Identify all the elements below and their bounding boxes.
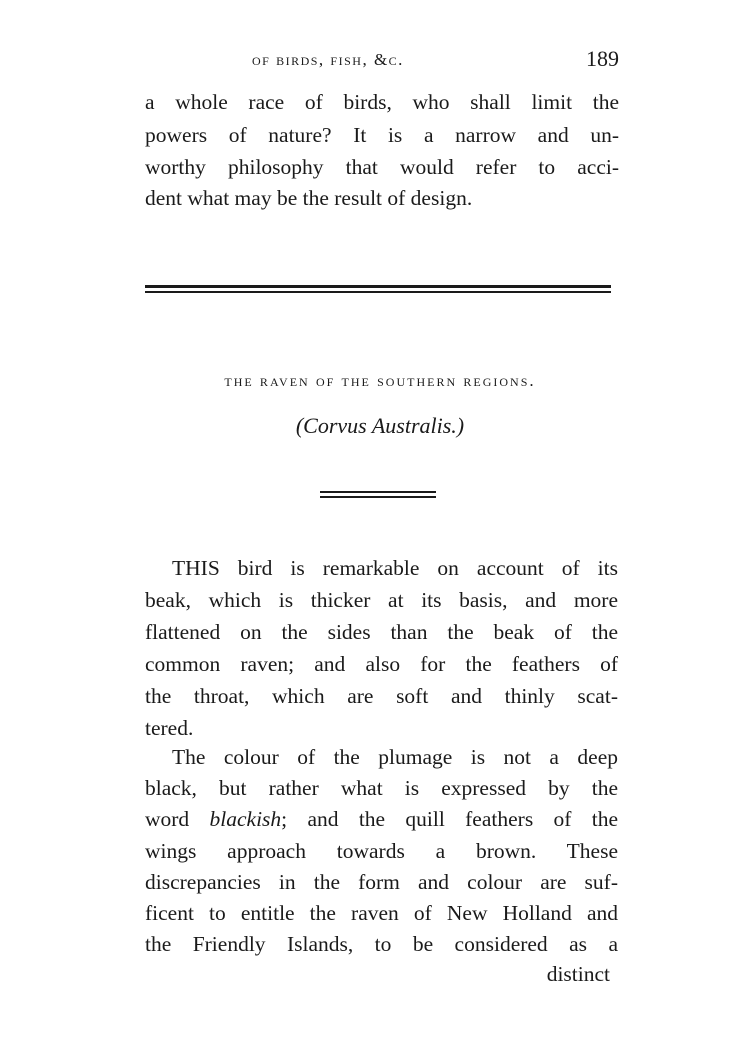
- paragraph-1-line-6: tered.: [145, 716, 194, 740]
- paragraph-1-line-2: beak, which is thicker at its basis, and more: [145, 588, 618, 612]
- section-title: the raven of the southern regions.: [224, 371, 536, 390]
- paragraph-1-line-3: flattened on the sides than the beak of the: [145, 620, 618, 644]
- running-title: of birds, fish, &c.: [252, 50, 404, 69]
- paragraph-2-line-3-after: ; and the quill feathers of the: [281, 807, 619, 831]
- paragraph-1-line-5: the throat, which are soft and thinly scat-: [145, 684, 618, 708]
- opening-line-2: powers of nature? It is a narrow and un-: [145, 123, 619, 147]
- opening-line-1: a whole race of birds, who shall limit the: [145, 90, 619, 114]
- paragraph-1-line-4: common raven; and also for the feathers of: [145, 652, 618, 676]
- catchword: distinct: [546, 962, 610, 986]
- opening-line-3: worthy philosophy that would refer to acci-: [145, 155, 619, 179]
- title-underline-rule: [320, 491, 436, 498]
- running-head: [140, 46, 625, 76]
- paragraph-2-line-2: black, but rather what is expressed by the: [145, 776, 618, 800]
- paragraph-2-line-3-before: word: [145, 807, 210, 831]
- paragraph-2-line-6: ficent to entitle the raven of New Holland and: [145, 901, 618, 925]
- paragraph-1-line-1: THIS bird is remarkable on account of its: [172, 556, 618, 580]
- italic-word-blackish: blackish: [209, 807, 282, 831]
- section-divider-rule: [145, 285, 611, 293]
- paragraph-2-line-3: [145, 809, 618, 831]
- opening-line-4: dent what may be the result of design.: [145, 186, 473, 210]
- paragraph-2-line-1: The colour of the plumage is not a deep: [172, 745, 618, 769]
- paragraph-2-line-5: discrepancies in the form and colour are suf-: [145, 870, 618, 894]
- page-number: 189: [586, 46, 619, 71]
- paragraph-2-line-4: wings approach towards a brown. These: [145, 839, 618, 863]
- latin-name: (Corvus Australis.): [295, 413, 465, 438]
- paragraph-2-line-7: the Friendly Islands, to be considered as a: [145, 932, 618, 956]
